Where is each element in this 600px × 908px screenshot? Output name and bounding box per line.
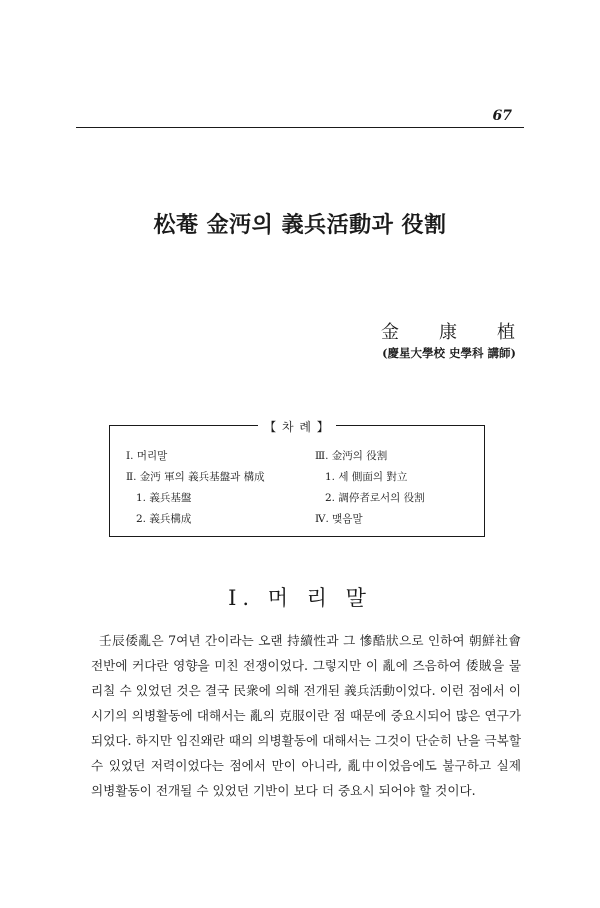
- body-paragraph: 壬辰倭亂은 7여년 간이라는 오랜 持續性과 그 慘酷狀으로 인하여 朝鮮社會 전반에 커다란 영향을 미친 전쟁이었다. 그렇지만 이 亂에 즈음하여 倭賊을 물리칠 수 있었던 것은 결국 民衆에 의해 전개된 義兵活動이었다. 이런 점에서 이 시기의 의병활동에 대해서는 亂의 克服이란 점 때문에 중요시되어 많은 연구가 되었다. 하지만 임진왜란 때의 의병활동에 대해서는 그것이 단순히 난을 극복할 수 있었던 저력이었다는 점에서 만이 아니라, 亂中이었음에도 불구하고 실제 의병활동이 전개될 수 있었던 기반이 보다 더 중요시 되어야 할 것이다.: [91, 633, 521, 798]
- toc-subitem: 2. 調停者로서의 役割: [325, 492, 425, 504]
- toc-item: Ⅱ. 金沔 軍의 義兵基盤과 構成: [126, 471, 265, 483]
- paper-title: 松菴 金沔의 義兵活動과 役割: [153, 212, 447, 238]
- toc-item: Ⅳ. 맺음말: [315, 513, 363, 525]
- toc-subitem: 2. 義兵構成: [136, 513, 192, 525]
- toc-subitem: 1. 세 側面의 對立: [325, 471, 408, 483]
- author-name-char: 康: [439, 322, 457, 343]
- toc-item: Ⅲ. 金沔의 役割: [315, 450, 388, 462]
- header-rule: [76, 127, 524, 128]
- toc-item: Ⅰ. 머리말: [126, 450, 168, 462]
- page-number: 67: [492, 108, 512, 124]
- author-name-char: 植: [497, 322, 515, 343]
- author-name-char: 金: [381, 322, 399, 343]
- toc-heading: [110, 417, 484, 436]
- toc-left-column: [126, 446, 265, 530]
- section-heading: Ⅰ. 머 리 말: [228, 586, 372, 610]
- toc-right-column: [315, 446, 425, 530]
- author-name: [381, 318, 515, 344]
- table-of-contents: [109, 420, 485, 537]
- toc-subitem: 1. 義兵基盤: [136, 492, 192, 504]
- author-affiliation: (慶星大學校 史學科 講師): [382, 346, 516, 360]
- toc-heading-label: 【 차 례 】: [258, 420, 336, 434]
